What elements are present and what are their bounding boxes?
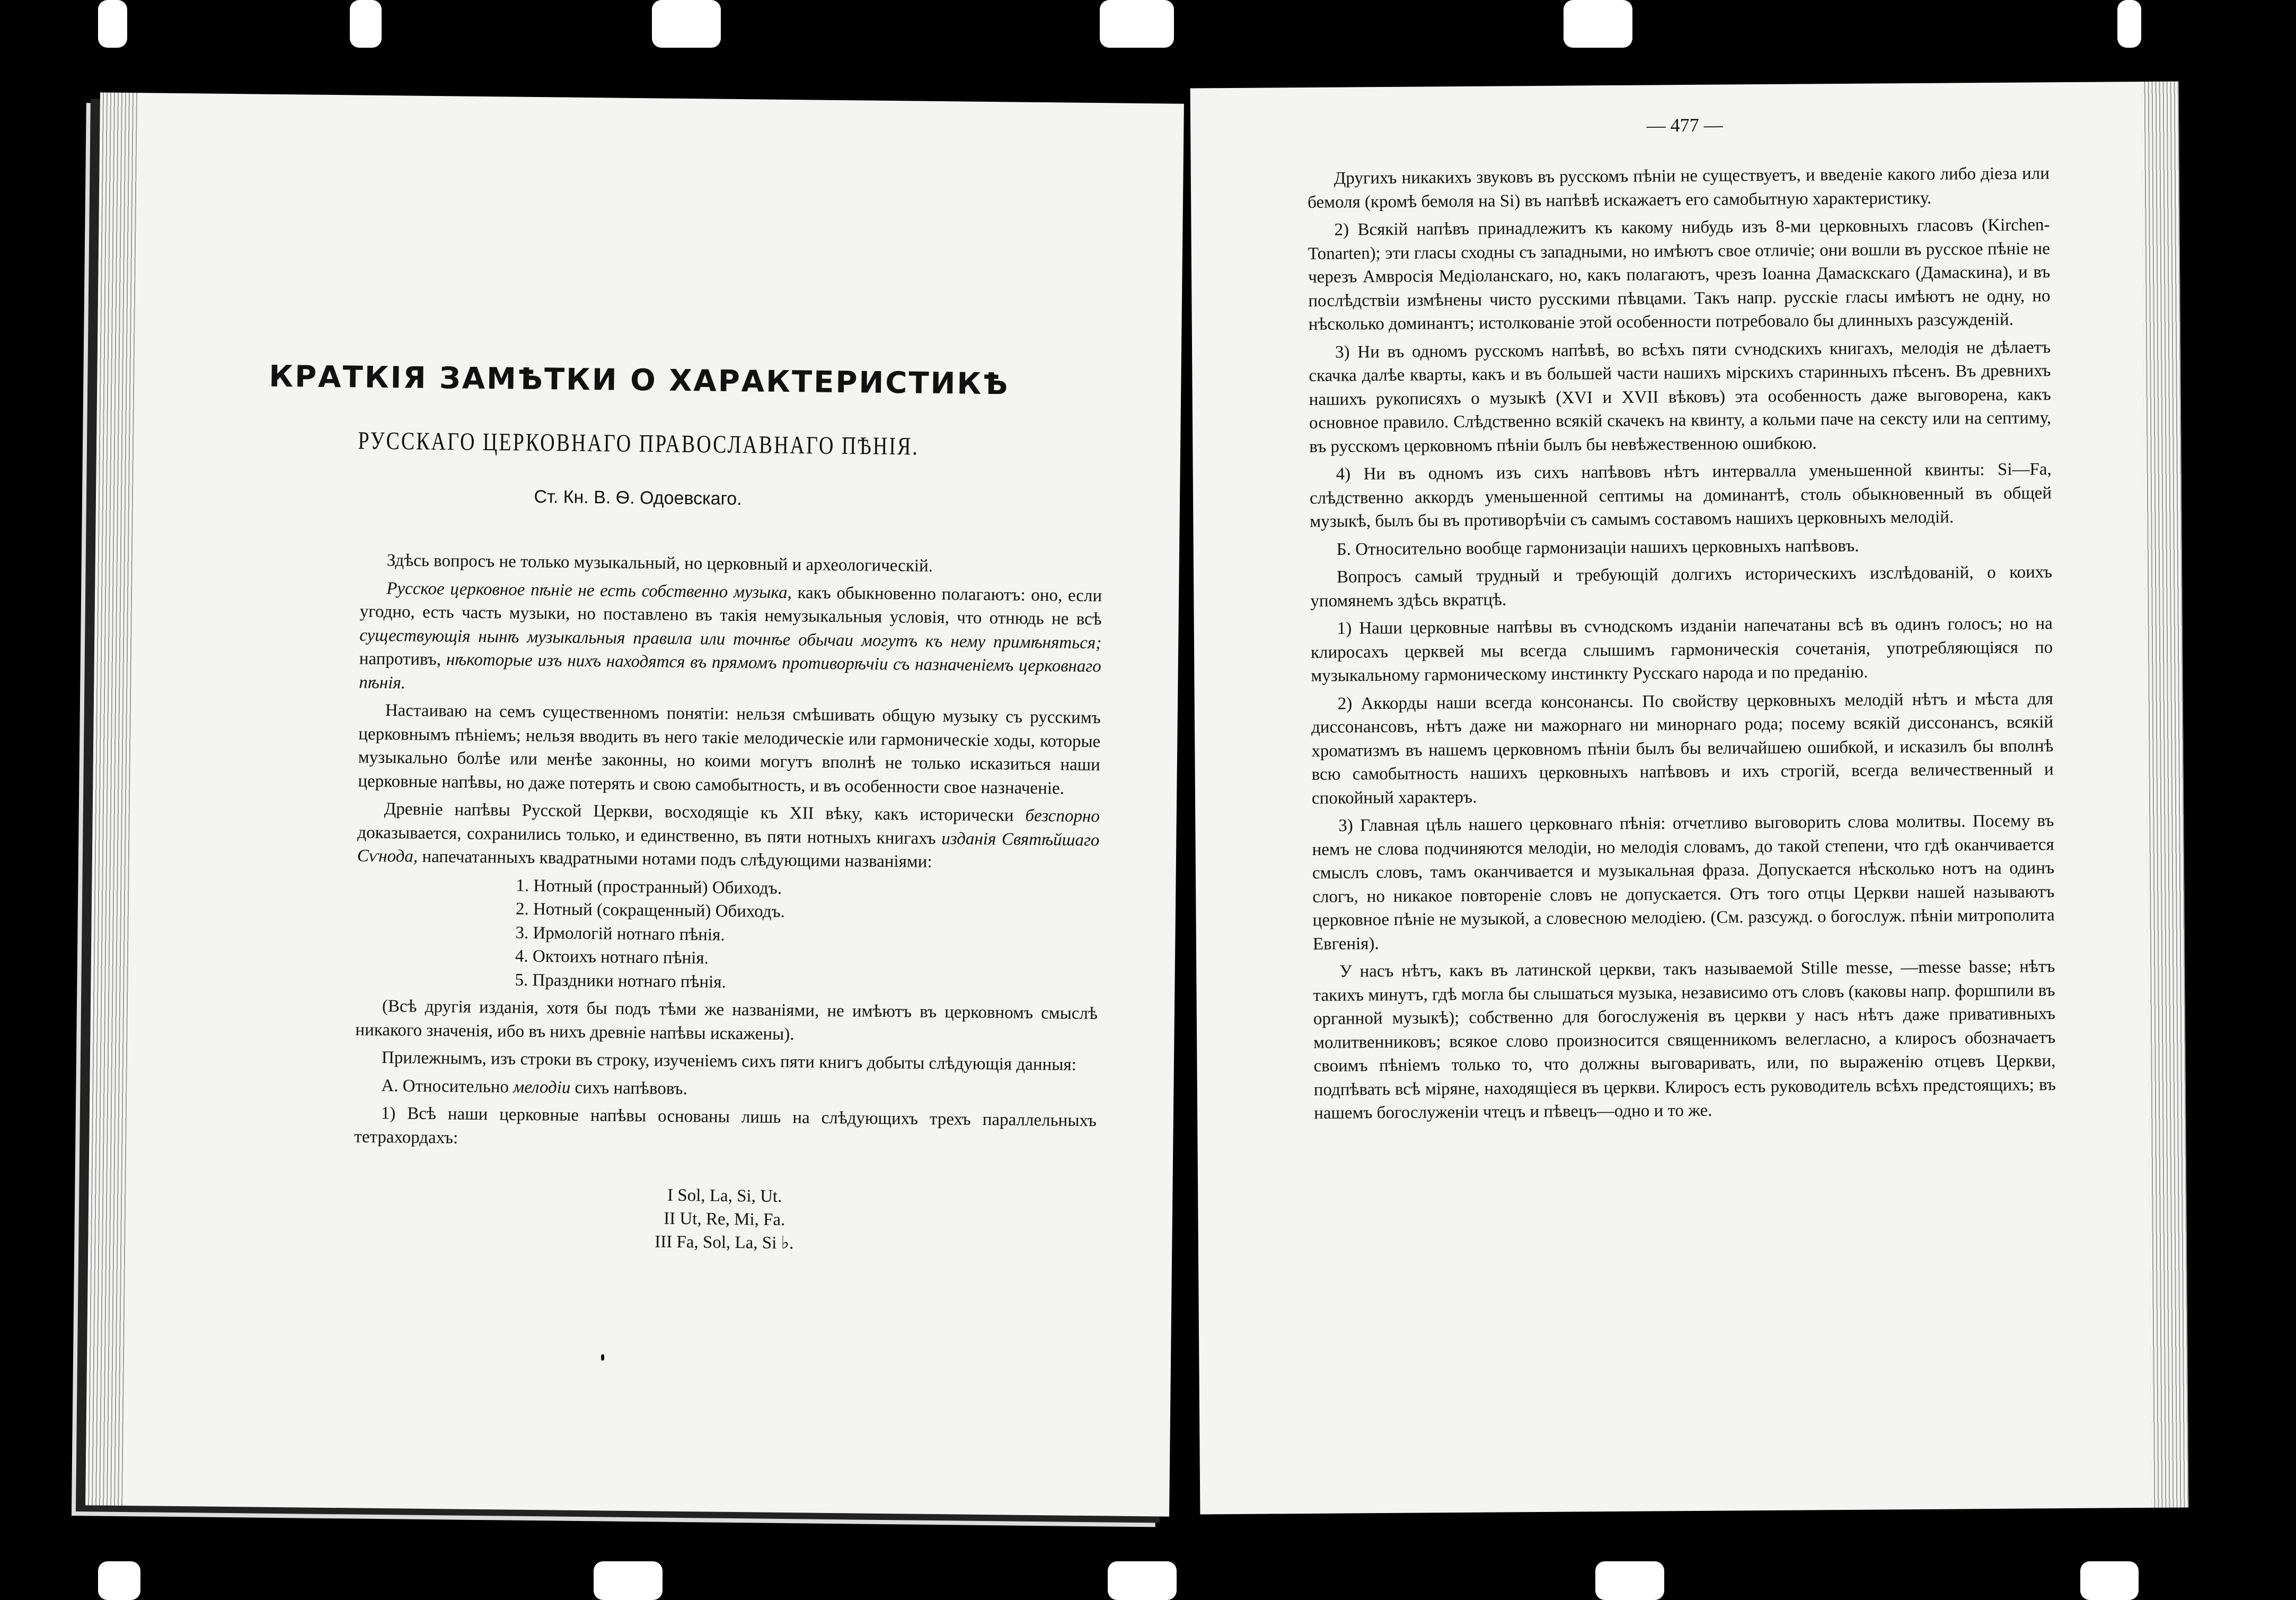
paragraph: (Всѣ другія изданія, хотя бы подъ тѣми же названіями, не имѣютъ въ церковномъ смыслѣ никакого значенія, ибо въ нихъ древніе напѣвы искажены). (355, 997, 1098, 1044)
article-author: Ст. Кн. В. Ѳ. Одоевскаго. (534, 486, 742, 509)
page-edge (2142, 82, 2189, 1508)
list-item: 2. Нотный (сокращенный) Обиходъ. (515, 899, 785, 921)
tetrachords (353, 1180, 1096, 1258)
left-page (85, 92, 1184, 1516)
right-page (1190, 82, 2189, 1515)
tetrachord-line: I Sol, La, Si, Ut. (667, 1185, 782, 1206)
books-list (356, 872, 1099, 998)
paragraph: У насъ нѣтъ, какъ въ латинской церкви, такъ называемой Stille messe, —messe basse; нѣтъ такихъ минутъ, гдѣ могла бы слышаться музыка, независимо отъ словъ (каковы напр. форшпили въ органной музыкѣ); собственно для богослуженія въ церкви у насъ нѣтъ даже привативныхъ молитвенниковъ; всякое слово произносится священникомъ велегласно, а клиросъ обозначаетъ своимъ пѣніемъ только то, что должны выговаривать, или, по выраженію отцевъ Церкви, подпѣвать всѣ міряне, находящіеся въ церкви. Клиросъ есть руководитель всѣхъ предстоящихъ; въ нашемъ богослуженіи чтецъ и пѣвецъ—одно и то же. (1313, 957, 2056, 1123)
list-item: 5. Праздники нотнаго пѣнія. (515, 970, 726, 992)
list-item: 3. Ирмологій нотнаго пѣнія. (515, 923, 725, 945)
tetrachord-line: III Fa, Sol, La, Si ♭. (655, 1232, 794, 1253)
left-body-text (353, 549, 1102, 1259)
paragraph: 4) Ни въ одномъ изъ сихъ напѣвовъ нѣтъ интервалла уменьшенной квинты: Si—Fa, слѣдственно аккордъ уменьшенной септимы на доминантѣ, столь обыкновенный въ общей музыкѣ, былъ бы въ противорѣчіи съ самымъ составомъ нашихъ церковныхъ мелодій. (1309, 460, 2052, 531)
tetrachord-line: II Ut, Re, Mi, Fa. (664, 1209, 785, 1230)
paragraph: Древніе напѣвы Русской Церкви, восходящіе къ XII вѣку, какъ исторически безспорно доказывается, сохранились только, и единственно, въ пяти нотныхъ книгахъ изданія Святѣйшаго Сѵнода, напечатанныхъ квадратными нотами подъ слѣдующими названіями: (357, 799, 1100, 872)
paragraph: Русское церковное пѣніе не есть собственно музыка, какъ обыкновенно полагаютъ: оно, если угодно, есть часть музыки, но поставлено въ такія немузыкальныя условія, что отнюдь не всѣ существующія нынѣ музыкальныя правила или точнѣе обычаи могутъ къ нему примѣняться; напротивъ, нѣкоторые изъ нихъ находятся въ прямомъ противорѣчіи съ назначеніемъ церковнаго пѣнія. (359, 578, 1102, 692)
paragraph: Настаиваю на семъ существенномъ понятіи: нельзя смѣшивать общую музыку съ русскимъ церковнымъ пѣніемъ; нельзя вводить въ него такіе мелодическіе или гармоническіе ходы, которые музыкально болѣе или менѣе законны, но коими могутъ вполнѣ не только исказиться наши церковные напѣвы, но даже потерять и свою самобытность, и въ особенности свое назначеніе. (358, 701, 1101, 798)
paragraph: Вопросъ самый трудный и требующій долгихъ историческихъ изслѣдованій, о коихъ упомянемъ здѣсь вкратцѣ. (1310, 562, 2053, 611)
paragraph: 1) Всѣ наши церковные напѣвы основаны лишь на слѣдующихъ трехъ параллельныхъ тетрахордахъ: (354, 1104, 1097, 1148)
article-title: КРАТКІЯ ЗАМѢТКИ О ХАРАКТЕРИСТИКѢ (269, 359, 1010, 402)
list-item: 1. Нотный (пространный) Обиходъ. (516, 876, 782, 898)
paragraph: 3) Главная цѣль нашего церковнаго пѣнія: отчетливо выговорить слова молитвы. Посему въ немъ не слова подчиняются мелодіи, но мелодія словамъ, до такой степени, что гдѣ оканчивается смыслъ словъ, тамъ оканчивается и музыкальная фраза. Допускается нѣсколько нотъ на одинъ слогъ, но никакое повтореніе словъ не допускается. Отъ того отцы Церкви нашей называютъ церковное пѣніе не музыкой, а словесною мелодіею. (См. разсужд. о богослуж. пѣніи митрополита Евгенія). (1312, 811, 2055, 954)
paragraph: 3) Ни въ одномъ русскомъ напѣвѣ, во всѣхъ пяти сѵнодскихъ книгахъ, мелодія не дѣлаетъ скачка далѣе кварты, какъ и въ большей части нашихъ мірскихъ старинныхъ пѣсенъ. Въ древнихъ нашихъ рукописяхъ о музыкѣ (XVI и XVII вѣковъ) эта особенность даже выговорена, какъ основное правило. Слѣдственно всякій скачекъ на квинту, а кольми паче на сексту или на септиму, въ русскомъ церковномъ пѣніи былъ бы невѣжественною ошибкою. (1309, 337, 2052, 456)
right-body-text (1308, 162, 2056, 1129)
paragraph: 2) Всякій напѣвъ принадлежитъ къ какому нибудь изъ 8-ми церковныхъ гласовъ (Kirchen-Tonarten); эти гласы сходны съ западными, но имѣютъ свое отличіе; они вошли въ русское пѣніе не черезъ Амвросія Медіоланскаго, но, какъ полагаютъ, чрезъ Іоанна Дамаскскаго (Дамаскина), и въ послѣдствіи измѣнены чисто русскими пѣвцами. Такъ напр. русскіе гласы имѣютъ не одну, но нѣсколько доминантъ; истолкованіе этой особенности потребовало бы длинныхъ разсужденій. (1308, 215, 2051, 334)
paragraph: Другихъ никакихъ звуковъ въ русскомъ пѣніи не существуетъ, и введеніе какого либо діеза или бемоля (кромѣ бемоля на Si) въ напѣвѣ искажаетъ его самобытную характеристику. (1308, 164, 2050, 212)
paragraph: 1) Наши церковные напѣвы въ сѵнодскомъ изданіи напечатаны всѣ въ одинъ голосъ; но на клиросахъ церквей мы всегда слышимъ гармоническія сочетанія, употребляющіяся по музыкальному гармоническому инстинкту Русскаго народа и по преданію. (1310, 614, 2053, 685)
page-number: — 477 — (1646, 114, 1723, 136)
paragraph: Здѣсь вопросъ не только музыкальный, но церковный и археологическій. (386, 551, 933, 576)
article-subtitle: РУССКАГО ЦЕРКОВНАГО ПРАВОСЛАВНАГО ПѢНІЯ. (358, 427, 920, 461)
paragraph: Б. Относительно вообще гармонизаціи нашихъ церковныхъ напѣвовъ. (1336, 536, 1859, 559)
ink-spot (601, 1354, 604, 1360)
list-item: 4. Октоихъ нотнаго пѣнія. (515, 946, 709, 968)
paragraph: 2) Аккорды наши всегда консонансы. По свойству церковныхъ мелодій нѣтъ и мѣста для диссонансовъ, нѣтъ даже ни мажорнаго ни минорнаго рода; посему всякій диссонансъ, всякій хроматизмъ въ нашемъ церковномъ пѣніи былъ бы величайшею ошибкой, и исказилъ бы вполнѣ всю самобытность нашихъ церковныхъ напѣвовъ и ихъ строгій, всегда величественный и спокойный характеръ. (1311, 689, 2054, 808)
page-edge (85, 92, 137, 1506)
paragraph: А. Относительно мелодіи сихъ напѣвовъ. (381, 1076, 688, 1098)
paragraph: Прилежнымъ, изъ строки въ строку, изученіемъ сихъ пяти книгъ добыты слѣдующія данныя: (381, 1048, 1076, 1075)
